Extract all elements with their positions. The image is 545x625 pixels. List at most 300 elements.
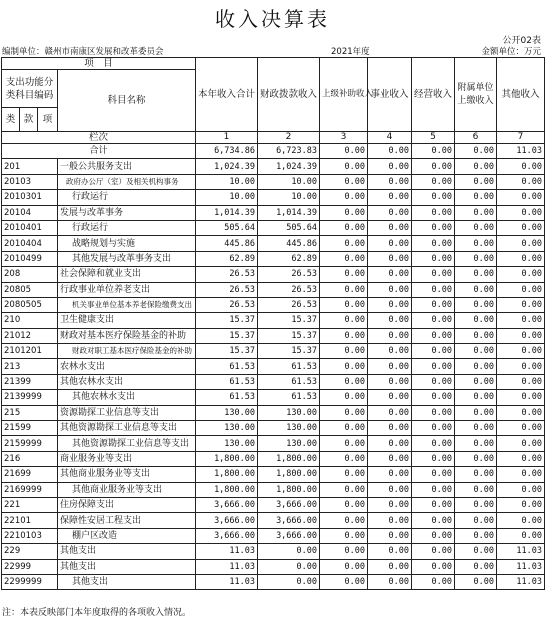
row-amount: 0.00 bbox=[412, 344, 455, 359]
row-amount: 26.53 bbox=[196, 267, 258, 282]
col-num: 7 bbox=[497, 132, 545, 144]
row-amount: 26.53 bbox=[196, 282, 258, 297]
row-amount: 0.00 bbox=[258, 559, 320, 574]
row-code: 20104 bbox=[2, 205, 58, 220]
row-amount: 3,666.00 bbox=[258, 513, 320, 528]
col-num: 2 bbox=[258, 132, 320, 144]
row-amount: 0.00 bbox=[497, 282, 545, 297]
row-amount: 0.00 bbox=[455, 236, 497, 251]
row-amount: 3,666.00 bbox=[258, 528, 320, 543]
row-code: 2080505 bbox=[2, 297, 58, 312]
row-amount: 0.00 bbox=[455, 251, 497, 266]
row-code: 2210103 bbox=[2, 528, 58, 543]
row-subject-name: 其他农林水支出 bbox=[58, 390, 196, 405]
row-amount: 0.00 bbox=[412, 421, 455, 436]
row-amount: 0.00 bbox=[368, 390, 412, 405]
col-num: 4 bbox=[368, 132, 412, 144]
table-row bbox=[2, 190, 545, 205]
table-row bbox=[2, 282, 545, 297]
table-row bbox=[2, 451, 545, 466]
row-amount: 0.00 bbox=[455, 390, 497, 405]
table-row bbox=[2, 421, 545, 436]
row-amount: 505.64 bbox=[258, 220, 320, 235]
row-amount: 62.89 bbox=[196, 251, 258, 266]
row-subject-name: 卫生健康支出 bbox=[58, 313, 196, 328]
page-title: 收入决算表 bbox=[215, 7, 330, 31]
row-amount: 15.37 bbox=[196, 344, 258, 359]
row-subject-name: 行政事业单位养老支出 bbox=[58, 282, 196, 297]
table-row bbox=[2, 574, 545, 589]
table-row bbox=[2, 390, 545, 405]
row-amount: 11.03 bbox=[196, 574, 258, 589]
row-amount: 0.00 bbox=[455, 174, 497, 189]
form-number: 公开02表 bbox=[502, 36, 541, 46]
row-code: 201 bbox=[2, 159, 58, 174]
row-code: 2010499 bbox=[2, 251, 58, 266]
row-amount: 0.00 bbox=[368, 421, 412, 436]
row-amount: 0.00 bbox=[320, 390, 368, 405]
row-subject-name: 棚户区改造 bbox=[58, 528, 196, 543]
row-amount: 10.00 bbox=[196, 174, 258, 189]
row-amount: 130.00 bbox=[258, 421, 320, 436]
row-subject-name: 政府办公厅（室）及相关机构事务 bbox=[58, 174, 196, 189]
row-amount: 0.00 bbox=[497, 344, 545, 359]
row-amount: 0.00 bbox=[497, 405, 545, 420]
table-row bbox=[2, 236, 545, 251]
row-amount: 0.00 bbox=[320, 251, 368, 266]
row-subject-name: 财政对职工基本医疗保险基金的补助 bbox=[58, 344, 196, 359]
row-subject-name: 战略规划与实施 bbox=[58, 236, 196, 251]
table-row bbox=[2, 328, 545, 343]
row-amount: 0.00 bbox=[497, 236, 545, 251]
row-amount: 0.00 bbox=[320, 497, 368, 512]
table-row bbox=[2, 251, 545, 266]
total-cell: 0.00 bbox=[368, 144, 412, 159]
row-amount: 0.00 bbox=[455, 374, 497, 389]
col-num: 3 bbox=[320, 132, 368, 144]
row-subject-name: 一般公共服务支出 bbox=[58, 159, 196, 174]
row-code: 2159999 bbox=[2, 436, 58, 451]
header-kuan: 款 bbox=[20, 108, 38, 132]
row-amount: 0.00 bbox=[320, 282, 368, 297]
row-amount: 61.53 bbox=[258, 390, 320, 405]
row-code: 221 bbox=[2, 497, 58, 512]
row-amount: 0.00 bbox=[412, 559, 455, 574]
row-amount: 0.00 bbox=[412, 574, 455, 589]
row-amount: 0.00 bbox=[412, 236, 455, 251]
row-amount: 0.00 bbox=[455, 313, 497, 328]
row-amount: 3,666.00 bbox=[196, 513, 258, 528]
row-amount: 0.00 bbox=[412, 482, 455, 497]
row-amount: 1,800.00 bbox=[258, 451, 320, 466]
row-amount: 0.00 bbox=[412, 451, 455, 466]
row-subject-name: 其他商业服务业等支出 bbox=[58, 467, 196, 482]
row-code: 210 bbox=[2, 313, 58, 328]
table-row bbox=[2, 513, 545, 528]
total-row bbox=[2, 144, 545, 159]
row-code: 215 bbox=[2, 405, 58, 420]
row-subject-name: 其他资源勘探工业信息等支出 bbox=[58, 436, 196, 451]
row-amount: 1,800.00 bbox=[258, 482, 320, 497]
row-amount: 0.00 bbox=[497, 467, 545, 482]
row-amount: 0.00 bbox=[368, 513, 412, 528]
row-amount: 0.00 bbox=[412, 174, 455, 189]
row-amount: 0.00 bbox=[412, 220, 455, 235]
row-amount: 0.00 bbox=[412, 436, 455, 451]
row-amount: 15.37 bbox=[258, 344, 320, 359]
row-amount: 3,666.00 bbox=[196, 528, 258, 543]
header-lanci: 栏次 bbox=[2, 132, 196, 144]
row-amount: 0.00 bbox=[368, 436, 412, 451]
header-col-5: 经营收入 bbox=[412, 58, 455, 132]
header-col-1: 本年收入合计 bbox=[196, 58, 258, 132]
row-amount: 0.00 bbox=[412, 359, 455, 374]
row-amount: 0.00 bbox=[412, 190, 455, 205]
row-amount: 0.00 bbox=[412, 313, 455, 328]
row-code: 2010301 bbox=[2, 190, 58, 205]
row-amount: 11.03 bbox=[196, 544, 258, 559]
row-amount: 26.53 bbox=[258, 267, 320, 282]
table-row bbox=[2, 313, 545, 328]
row-code: 2010401 bbox=[2, 220, 58, 235]
footnote: 注：本表反映部门本年度取得的各项收入情况。 bbox=[2, 608, 192, 618]
table-row bbox=[2, 205, 545, 220]
col-num: 1 bbox=[196, 132, 258, 144]
row-subject-name: 社会保障和就业支出 bbox=[58, 267, 196, 282]
row-code: 213 bbox=[2, 359, 58, 374]
row-amount: 0.00 bbox=[412, 497, 455, 512]
row-amount: 445.86 bbox=[258, 236, 320, 251]
header-col-7: 其他收入 bbox=[497, 58, 545, 132]
row-subject-name: 发展与改革事务 bbox=[58, 205, 196, 220]
row-amount: 61.53 bbox=[196, 374, 258, 389]
row-amount: 0.00 bbox=[497, 513, 545, 528]
row-amount: 0.00 bbox=[368, 544, 412, 559]
row-amount: 0.00 bbox=[368, 205, 412, 220]
row-amount: 61.53 bbox=[258, 359, 320, 374]
table-row bbox=[2, 436, 545, 451]
row-subject-name: 其他资源勘探工业信息等支出 bbox=[58, 421, 196, 436]
row-amount: 0.00 bbox=[455, 497, 497, 512]
header-col-3: 上级补助收入 bbox=[320, 58, 368, 132]
row-amount: 0.00 bbox=[455, 467, 497, 482]
row-amount: 0.00 bbox=[368, 374, 412, 389]
row-amount: 61.53 bbox=[196, 359, 258, 374]
total-cell: 6,723.83 bbox=[258, 144, 320, 159]
row-code: 2139999 bbox=[2, 390, 58, 405]
row-amount: 0.00 bbox=[368, 451, 412, 466]
table-row bbox=[2, 297, 545, 312]
row-amount: 26.53 bbox=[258, 282, 320, 297]
row-subject-name: 资源勘探工业信息等支出 bbox=[58, 405, 196, 420]
table-row bbox=[2, 559, 545, 574]
row-amount: 62.89 bbox=[258, 251, 320, 266]
row-amount: 0.00 bbox=[497, 359, 545, 374]
row-amount: 0.00 bbox=[455, 359, 497, 374]
table-row bbox=[2, 359, 545, 374]
row-subject-name: 保障性安居工程支出 bbox=[58, 513, 196, 528]
header-col-2: 财政拨款收入 bbox=[258, 58, 320, 132]
col-num: 5 bbox=[412, 132, 455, 144]
row-amount: 0.00 bbox=[455, 436, 497, 451]
row-code: 21599 bbox=[2, 421, 58, 436]
row-amount: 0.00 bbox=[497, 220, 545, 235]
row-amount: 0.00 bbox=[455, 344, 497, 359]
row-subject-name: 财政对基本医疗保险基金的补助 bbox=[58, 328, 196, 343]
row-amount: 1,014.39 bbox=[196, 205, 258, 220]
row-code: 2299999 bbox=[2, 574, 58, 589]
row-amount: 445.86 bbox=[196, 236, 258, 251]
header-col-6: 附属单位上缴收入 bbox=[455, 58, 497, 132]
table-row bbox=[2, 159, 545, 174]
row-amount: 26.53 bbox=[258, 297, 320, 312]
row-amount: 0.00 bbox=[455, 574, 497, 589]
row-amount: 0.00 bbox=[320, 574, 368, 589]
row-amount: 0.00 bbox=[412, 405, 455, 420]
total-cell: 0.00 bbox=[320, 144, 368, 159]
row-amount: 0.00 bbox=[368, 528, 412, 543]
header-info-line bbox=[2, 45, 541, 56]
total-cell: 0.00 bbox=[412, 144, 455, 159]
row-amount: 0.00 bbox=[455, 282, 497, 297]
row-amount: 0.00 bbox=[368, 405, 412, 420]
row-amount: 0.00 bbox=[412, 513, 455, 528]
header-xiang: 项 bbox=[38, 108, 58, 132]
row-code: 2101201 bbox=[2, 344, 58, 359]
row-amount: 0.00 bbox=[497, 451, 545, 466]
total-cell: 11.03 bbox=[497, 144, 545, 159]
table-row bbox=[2, 544, 545, 559]
row-amount: 0.00 bbox=[455, 451, 497, 466]
row-amount: 130.00 bbox=[258, 405, 320, 420]
row-amount: 0.00 bbox=[455, 528, 497, 543]
row-amount: 0.00 bbox=[368, 251, 412, 266]
row-amount: 10.00 bbox=[258, 190, 320, 205]
row-amount: 0.00 bbox=[497, 390, 545, 405]
row-amount: 0.00 bbox=[368, 220, 412, 235]
row-amount: 0.00 bbox=[320, 174, 368, 189]
total-cell: 0.00 bbox=[455, 144, 497, 159]
row-amount: 0.00 bbox=[320, 190, 368, 205]
header-project: 项 目 bbox=[2, 58, 196, 70]
row-amount: 0.00 bbox=[497, 313, 545, 328]
row-amount: 0.00 bbox=[412, 251, 455, 266]
row-amount: 0.00 bbox=[412, 390, 455, 405]
row-amount: 0.00 bbox=[320, 344, 368, 359]
row-amount: 0.00 bbox=[320, 359, 368, 374]
row-amount: 0.00 bbox=[368, 467, 412, 482]
row-amount: 1,800.00 bbox=[196, 467, 258, 482]
row-code: 216 bbox=[2, 451, 58, 466]
row-amount: 0.00 bbox=[368, 497, 412, 512]
table-row bbox=[2, 174, 545, 189]
row-amount: 0.00 bbox=[320, 544, 368, 559]
row-subject-name: 行政运行 bbox=[58, 190, 196, 205]
row-subject-name: 机关事业单位基本养老保险缴费支出 bbox=[58, 297, 196, 312]
row-subject-name: 其他商业服务业等支出 bbox=[58, 482, 196, 497]
row-amount: 0.00 bbox=[320, 205, 368, 220]
row-amount: 0.00 bbox=[412, 374, 455, 389]
row-amount: 0.00 bbox=[368, 190, 412, 205]
header-col-4: 事业收入 bbox=[368, 58, 412, 132]
row-subject-name: 其他农林水支出 bbox=[58, 374, 196, 389]
row-amount: 0.00 bbox=[412, 467, 455, 482]
row-amount: 130.00 bbox=[196, 421, 258, 436]
row-subject-name: 其他支出 bbox=[58, 574, 196, 589]
row-amount: 0.00 bbox=[368, 267, 412, 282]
row-amount: 61.53 bbox=[258, 374, 320, 389]
row-amount: 0.00 bbox=[497, 251, 545, 266]
row-amount: 15.37 bbox=[196, 313, 258, 328]
row-amount: 0.00 bbox=[258, 544, 320, 559]
row-amount: 0.00 bbox=[455, 405, 497, 420]
row-amount: 26.53 bbox=[196, 297, 258, 312]
row-amount: 0.00 bbox=[320, 513, 368, 528]
row-amount: 0.00 bbox=[320, 159, 368, 174]
row-amount: 0.00 bbox=[412, 159, 455, 174]
col-num: 6 bbox=[455, 132, 497, 144]
row-amount: 0.00 bbox=[497, 174, 545, 189]
total-cell: 6,734.86 bbox=[196, 144, 258, 159]
row-code: 21699 bbox=[2, 467, 58, 482]
row-amount: 0.00 bbox=[320, 313, 368, 328]
row-amount: 0.00 bbox=[368, 174, 412, 189]
row-amount: 0.00 bbox=[497, 436, 545, 451]
row-subject-name: 农林水支出 bbox=[58, 359, 196, 374]
row-amount: 1,800.00 bbox=[196, 451, 258, 466]
row-amount: 0.00 bbox=[368, 236, 412, 251]
row-amount: 0.00 bbox=[320, 220, 368, 235]
row-code: 229 bbox=[2, 544, 58, 559]
row-amount: 0.00 bbox=[497, 497, 545, 512]
row-amount: 0.00 bbox=[412, 205, 455, 220]
row-amount: 0.00 bbox=[455, 482, 497, 497]
row-amount: 1,024.39 bbox=[258, 159, 320, 174]
row-amount: 15.37 bbox=[196, 328, 258, 343]
header-func-class: 支出功能分类科目编码 bbox=[2, 70, 58, 108]
income-table bbox=[1, 57, 545, 590]
table-row bbox=[2, 482, 545, 497]
row-code: 20103 bbox=[2, 174, 58, 189]
row-amount: 0.00 bbox=[497, 528, 545, 543]
row-amount: 0.00 bbox=[258, 574, 320, 589]
row-amount: 0.00 bbox=[320, 559, 368, 574]
table-row bbox=[2, 267, 545, 282]
row-amount: 0.00 bbox=[455, 328, 497, 343]
row-code: 2010404 bbox=[2, 236, 58, 251]
row-subject-name: 商业服务业等支出 bbox=[58, 451, 196, 466]
row-amount: 0.00 bbox=[455, 220, 497, 235]
row-amount: 0.00 bbox=[368, 159, 412, 174]
row-amount: 0.00 bbox=[455, 205, 497, 220]
row-amount: 0.00 bbox=[368, 328, 412, 343]
row-amount: 0.00 bbox=[412, 282, 455, 297]
row-amount: 0.00 bbox=[412, 267, 455, 282]
row-subject-name: 行政运行 bbox=[58, 220, 196, 235]
row-amount: 0.00 bbox=[320, 297, 368, 312]
row-amount: 15.37 bbox=[258, 313, 320, 328]
row-subject-name: 其他支出 bbox=[58, 559, 196, 574]
row-amount: 0.00 bbox=[497, 190, 545, 205]
row-amount: 0.00 bbox=[497, 328, 545, 343]
row-code: 22101 bbox=[2, 513, 58, 528]
row-amount: 0.00 bbox=[412, 544, 455, 559]
row-amount: 0.00 bbox=[320, 421, 368, 436]
row-amount: 61.53 bbox=[196, 390, 258, 405]
row-amount: 11.03 bbox=[497, 574, 545, 589]
row-amount: 0.00 bbox=[455, 159, 497, 174]
row-amount: 0.00 bbox=[497, 482, 545, 497]
row-amount: 130.00 bbox=[196, 405, 258, 420]
row-amount: 130.00 bbox=[196, 436, 258, 451]
row-amount: 130.00 bbox=[258, 436, 320, 451]
row-amount: 0.00 bbox=[497, 205, 545, 220]
row-amount: 1,800.00 bbox=[196, 482, 258, 497]
row-amount: 0.00 bbox=[412, 328, 455, 343]
row-amount: 0.00 bbox=[497, 159, 545, 174]
table-row bbox=[2, 374, 545, 389]
table-row bbox=[2, 220, 545, 235]
row-amount: 0.00 bbox=[320, 267, 368, 282]
org-label: 编制单位：赣州市南康区发展和改革委员会 bbox=[2, 47, 164, 57]
row-amount: 0.00 bbox=[368, 344, 412, 359]
row-subject-name: 其他发展与改革事务支出 bbox=[58, 251, 196, 266]
row-amount: 11.03 bbox=[497, 544, 545, 559]
row-amount: 0.00 bbox=[455, 559, 497, 574]
row-amount: 0.00 bbox=[320, 451, 368, 466]
row-amount: 0.00 bbox=[455, 544, 497, 559]
row-amount: 0.00 bbox=[497, 374, 545, 389]
row-amount: 1,024.39 bbox=[196, 159, 258, 174]
row-amount: 1,014.39 bbox=[258, 205, 320, 220]
row-amount: 505.64 bbox=[196, 220, 258, 235]
row-amount: 0.00 bbox=[455, 513, 497, 528]
row-amount: 0.00 bbox=[320, 467, 368, 482]
table-row bbox=[2, 405, 545, 420]
table-row bbox=[2, 467, 545, 482]
row-amount: 0.00 bbox=[368, 313, 412, 328]
row-amount: 0.00 bbox=[320, 482, 368, 497]
row-amount: 0.00 bbox=[368, 482, 412, 497]
table-row bbox=[2, 344, 545, 359]
row-amount: 0.00 bbox=[455, 421, 497, 436]
row-amount: 0.00 bbox=[455, 267, 497, 282]
row-code: 22999 bbox=[2, 559, 58, 574]
row-amount: 0.00 bbox=[368, 559, 412, 574]
row-amount: 10.00 bbox=[196, 190, 258, 205]
row-amount: 11.03 bbox=[196, 559, 258, 574]
row-amount: 11.03 bbox=[497, 559, 545, 574]
row-amount: 0.00 bbox=[320, 528, 368, 543]
table-row bbox=[2, 497, 545, 512]
row-code: 21399 bbox=[2, 374, 58, 389]
row-amount: 0.00 bbox=[497, 297, 545, 312]
row-amount: 3,666.00 bbox=[196, 497, 258, 512]
row-amount: 0.00 bbox=[320, 374, 368, 389]
row-amount: 10.00 bbox=[258, 174, 320, 189]
row-code: 21012 bbox=[2, 328, 58, 343]
row-amount: 0.00 bbox=[455, 190, 497, 205]
row-amount: 0.00 bbox=[368, 574, 412, 589]
row-amount: 0.00 bbox=[412, 528, 455, 543]
row-code: 2169999 bbox=[2, 482, 58, 497]
table-row bbox=[2, 528, 545, 543]
row-amount: 0.00 bbox=[497, 421, 545, 436]
row-amount: 0.00 bbox=[368, 282, 412, 297]
total-label: 合计 bbox=[2, 144, 196, 159]
row-amount: 0.00 bbox=[455, 297, 497, 312]
row-amount: 0.00 bbox=[320, 436, 368, 451]
